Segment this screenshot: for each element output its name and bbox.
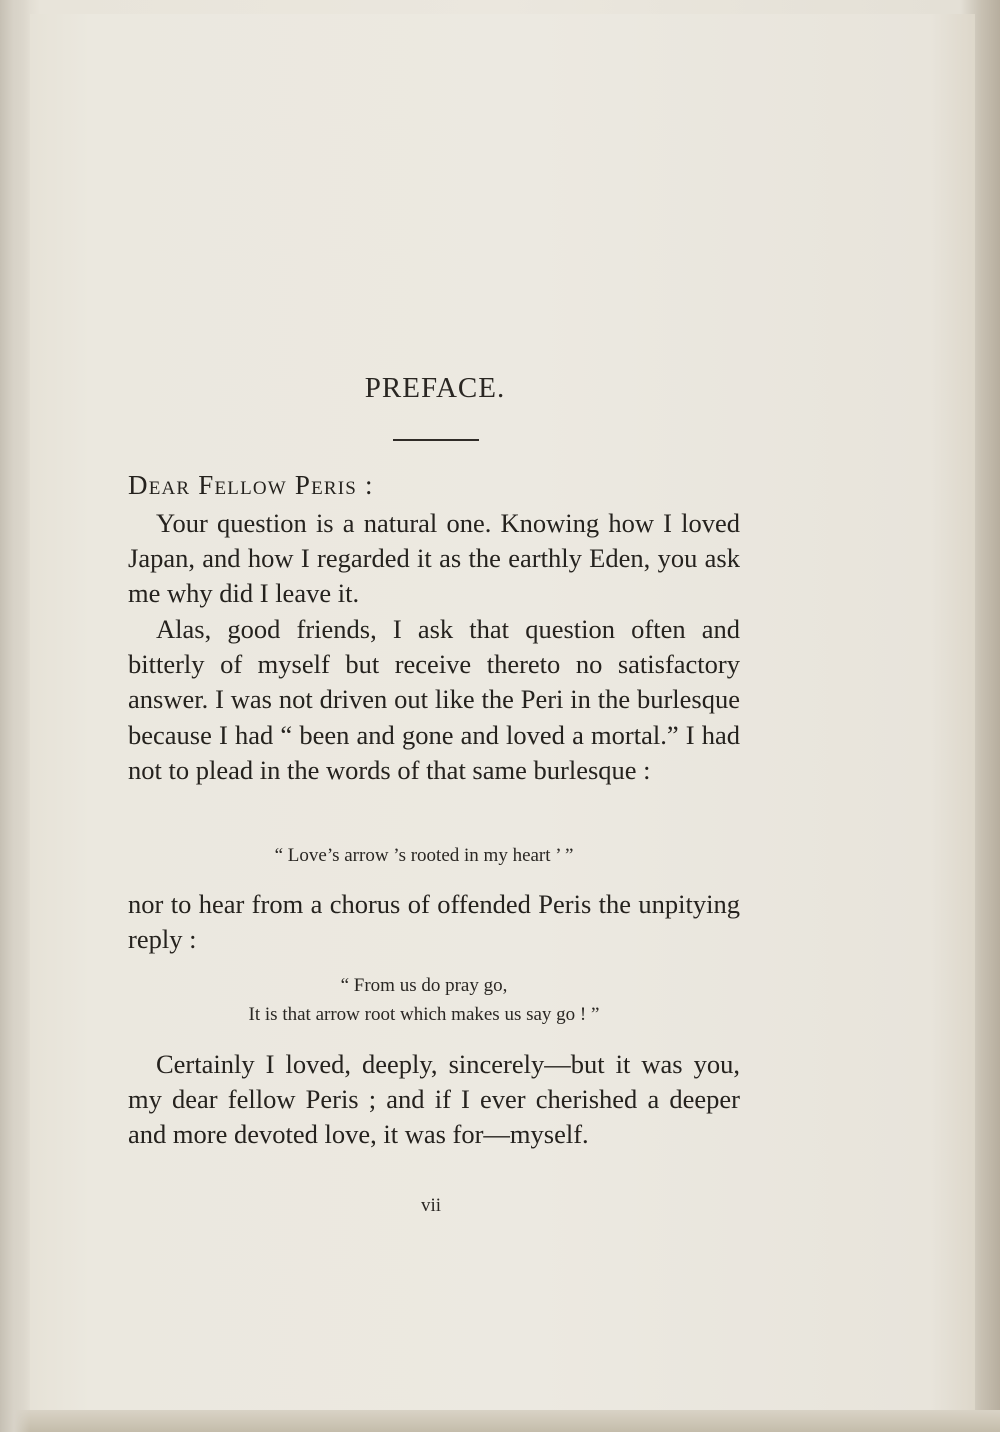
salutation: Dear Fellow Peris : xyxy=(128,470,374,500)
page-bottom-edge xyxy=(0,1410,1000,1432)
paragraph-2: Alas, good friends, I ask that question often and bitterly of myself but receive thereto no satisfactory answer. I was not driven out like the Peri in the burlesque because I had “ been and gone and loved a mortal.” I had not to plead in the words of that same burlesque : xyxy=(128,614,740,785)
page-number: vii xyxy=(420,1195,442,1216)
page-title: PREFACE. xyxy=(364,372,506,404)
gutter-shadow xyxy=(0,0,30,1432)
quote-chorus-line-1: “ From us do pray go, xyxy=(340,975,508,996)
quote-love-arrow: “ Love’s arrow ’s rooted in my heart ’ ” xyxy=(274,845,574,866)
paragraph-1: Your question is a natural one. Knowing how I loved Japan, and how I regarded it as the earthly Eden, you ask me why did I leave it. xyxy=(128,508,740,609)
quote-chorus-line-2: It is that arrow root which makes us say go ! ” xyxy=(248,1004,600,1025)
paragraph-4: Certainly I loved, deeply, sincerely—but it was you, my dear fellow Peris ; and if I ever cherished a deeper and more devoted love, it was for—myself. xyxy=(128,1049,740,1150)
paragraph-3: nor to hear from a chorus of offended Peris the unpitying reply : xyxy=(128,889,740,955)
title-rule xyxy=(393,439,479,441)
